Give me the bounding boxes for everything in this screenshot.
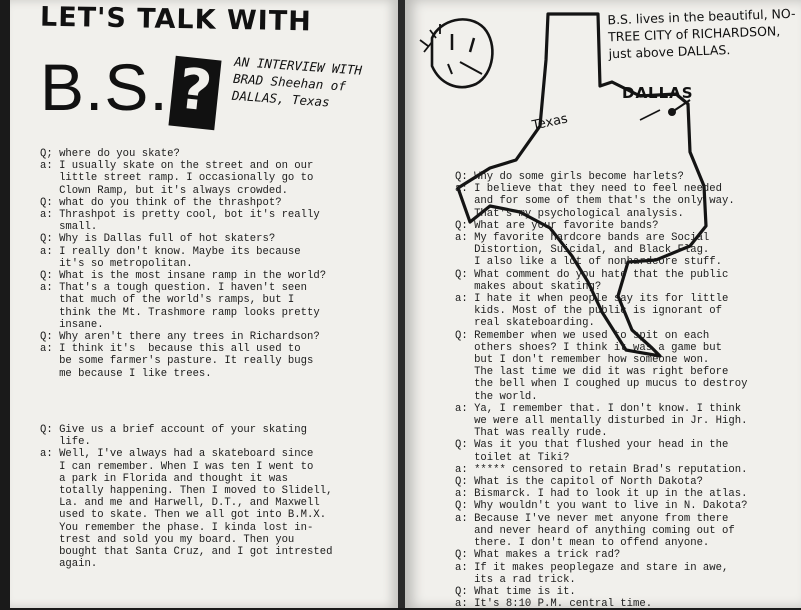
interview-text-part-3: Q: Why do some girls become harlets? a: I believe that they need to feel needed and for some of them that's the only way. That's my psychological analysis. Q: What are your favorite bands? a: My favorite hardcore bands are Social Distortion, Suicidal, and Black Flag. I also like a lot of nonhardcore stuff. Q: What comment do you hate that the public makes about skating? a: I hate it when people say its for little kids. Most of the public is ignorant of real skateboarding. Q: Remember when we used to spit on each others shoes? I think it was a game but but I don't remember how someone won. The last time we did it was right before the bell when I coughed up mucus to destroy the world. a: Ya, I remember that. I don't know. I think we were all mentally disturbed in Jr. High. That was really rude. Q: Was it you that flushed your head in the toilet at Tiki? a: ***** censored to retain Brad's reputation. Q: What is the capitol of North Dakota? a: Bismarck. I had to look it up in the atlas. Q: Why wouldn't you want to live in N. Dakota? a: Because I've never met anyone from there and never heard of anything coming out of there. I don't mean to offend anyone. Q: What makes a trick rad? a: If it makes peoplegaze and stare in awe, its a rad trick. Q: What time is it. a: It's 8:10 P.M. central time. xyxy=(455,171,748,610)
interview-text-part-1: Q; where do you skate? a: I usually skate on the street and on our little street ramp. I occasionally go to Clown Ramp, but it's always crowded. Q: what do you think of the thrashpot? a: Thrashpot is pretty cool, bot it's really small. Q: Why is Dallas full of hot skaters? a: I really don't know. Maybe its because it's so metropolitan. Q: What is the most insane ramp in the world? a: That's a tough question. I haven't seen that much of the world's ramps, but I think the Mt. Trashmore ramp looks pretty insane. Q: Why aren't there any trees in Richardson? a: I think it's because this all used to be some farmer's pasture. It really bugs me because I like trees. xyxy=(40,148,327,380)
map-dallas-label: DALLAS xyxy=(622,84,694,102)
face-doodle-icon xyxy=(420,19,492,87)
headline-lets-talk-with: LET'S TALK WITH xyxy=(39,1,313,38)
dallas-star-icon xyxy=(640,100,690,120)
interview-text-part-2: Q: Give us a brief account of your skating life. a: Well, I've always had a skateboard since I can remember. When I was ten I went to a park in Florida and thought it was totally happening. Then I moved to Slidell, La. and me and Harwell, D.T., and Maxwell used to skate. Then we all got into B.M.X. You remember the phase. I kinda lost in- trest and sold you my board. Then you bought that Santa Cruz, and I got intrested again. xyxy=(40,424,333,571)
headline-bs: B.S. xyxy=(40,50,169,124)
interview-subtitle: AN INTERVIEW WITH BRAD Sheehan of DALLAS, Texas xyxy=(231,53,363,110)
map-caption: B.S. lives in the beautiful, NO-TREE CITY of RICHARDSON, just above DALLAS. xyxy=(607,5,796,62)
headline-question-mark: ? xyxy=(168,56,221,130)
map-texas-label: Texas xyxy=(530,111,570,134)
